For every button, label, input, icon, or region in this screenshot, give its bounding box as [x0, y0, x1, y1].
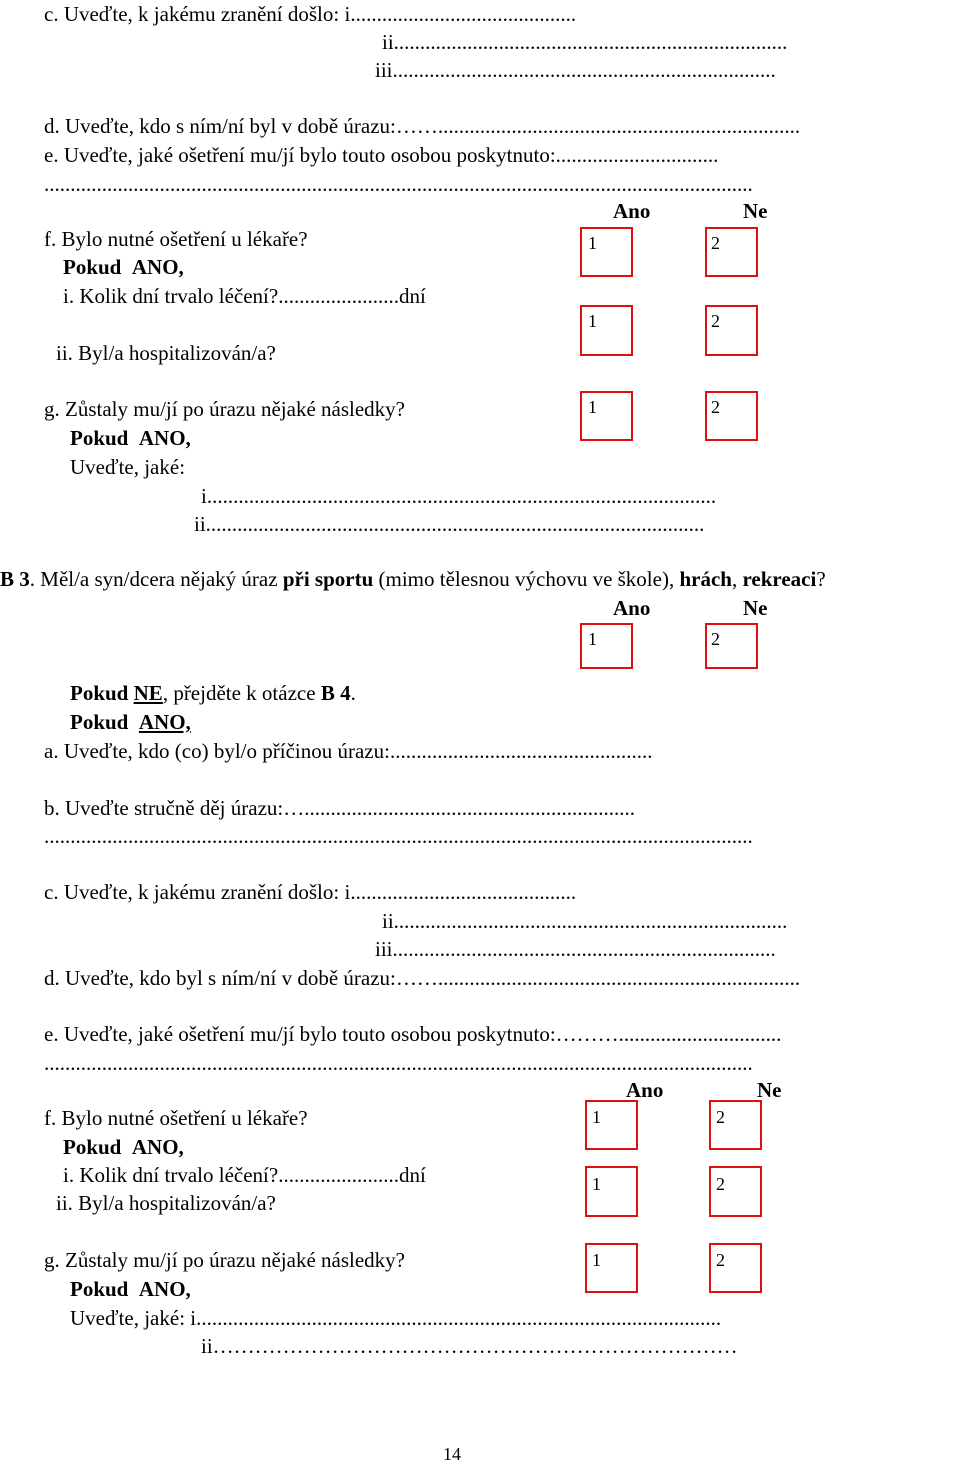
checkbox-b3-g-ano[interactable]: [585, 1243, 638, 1293]
uvedte-jake: Uveďte, jaké:: [70, 455, 186, 479]
question-c-iii: iii.........................................................................: [375, 58, 776, 82]
pokud-word: Pokud: [63, 255, 122, 279]
pokud-ano-label: [63, 1135, 184, 1159]
question-text: ?: [816, 567, 826, 591]
ano-word: ANO,: [138, 1277, 191, 1301]
question-text: ,: [731, 567, 743, 591]
question-b3-f-i: i. Kolik dní trvalo léčení?.......................dní: [63, 1163, 426, 1187]
option-2-label: 2: [716, 1174, 725, 1194]
question-g: g. Zůstaly mu/jí po úrazu nějaké následky?: [44, 397, 405, 421]
question-b3-b-continuation: .......................................................................................................................................: [44, 824, 753, 848]
pokud-ano-label: [63, 255, 184, 279]
checkbox-b3-f-ii-ano[interactable]: [585, 1166, 638, 1217]
question-b3-e-continuation: .......................................................................................................................................: [44, 1051, 753, 1075]
answer-line-i: i.................................................................................................: [201, 484, 717, 508]
option-2-label: 2: [716, 1107, 725, 1127]
page-number: 14: [443, 1444, 461, 1464]
pokud-word: Pokud: [70, 681, 129, 705]
question-text: (mimo tělesnou výchovu ve škole),: [373, 567, 680, 591]
question-ref: B 4: [320, 681, 351, 705]
checkbox-b3-ne[interactable]: [705, 623, 758, 669]
pokud-word: Pokud: [63, 1135, 122, 1159]
checkbox-f-ne[interactable]: [705, 227, 758, 277]
answer-header-ano: Ano: [613, 596, 651, 620]
checkbox-b3-f-ano[interactable]: [585, 1100, 638, 1150]
option-1-label: 1: [592, 1174, 601, 1194]
checkbox-f-ano[interactable]: [580, 227, 633, 277]
pokud-ano-label: [70, 426, 191, 450]
answer-header-ne: Ne: [743, 199, 768, 223]
question-b3-c-iii: iii.........................................................................: [375, 937, 776, 961]
option-1-label: 1: [588, 397, 597, 417]
instruction-text: .: [350, 681, 356, 705]
checkbox-b3-f-ii-ne[interactable]: [709, 1166, 762, 1217]
question-c: c. Uveďte, k jakému zranění došlo: i...........................................: [44, 2, 577, 26]
ano-word: ANO,: [138, 710, 191, 734]
question-b3-c: c. Uveďte, k jakému zranění došlo: i...........................................: [44, 880, 577, 904]
instruction-text: , přejděte k otázce: [162, 681, 316, 705]
option-2-label: 2: [711, 397, 720, 417]
option-2-label: 2: [711, 233, 720, 253]
option-2-label: 2: [716, 1250, 725, 1270]
checkbox-g-ano[interactable]: [580, 391, 633, 441]
question-b3-g-jake: Uveďte, jaké: i....................................................................................................: [70, 1306, 722, 1330]
emphasis-rekreace: rekreaci: [742, 567, 817, 591]
question-b3-b: b. Uveďte stručně děj úrazu:…...............................................................: [44, 796, 635, 820]
question-b3-g: g. Zůstaly mu/jí po úrazu nějaké následky?: [44, 1248, 405, 1272]
answer-header-ano: Ano: [613, 199, 651, 223]
question-b3-f-ii: ii. Byl/a hospitalizován/a?: [56, 1191, 276, 1215]
checkbox-b3-g-ne[interactable]: [709, 1243, 762, 1293]
pokud-word: Pokud: [70, 1277, 129, 1301]
pokud-ano-label: [70, 1277, 191, 1301]
option-2-label: 2: [711, 311, 720, 331]
checkbox-g-ne[interactable]: [705, 391, 758, 441]
option-1-label: 1: [588, 311, 597, 331]
question-d: d. Uveďte, kdo s ním/ní byl v době úrazu:…….....................................................................: [44, 114, 801, 138]
question-b3: [0, 567, 826, 591]
question-e: e. Uveďte, jaké ošetření mu/jí bylo touto osobou poskytnuto:...............................: [44, 143, 719, 167]
ano-word: ANO,: [131, 1135, 184, 1159]
question-b3-a: a. Uveďte, kdo (co) byl/o příčinou úrazu:..................................................: [44, 739, 653, 763]
question-f-ii: ii. Byl/a hospitalizován/a?: [56, 341, 276, 365]
pokud-word: Pokud: [70, 426, 129, 450]
pokud-ne-instruction: [70, 681, 356, 705]
pokud-word: Pokud: [70, 710, 129, 734]
checkbox-f-ii-ano[interactable]: [580, 305, 633, 356]
option-1-label: 1: [588, 629, 597, 649]
answer-header-ne: Ne: [743, 596, 768, 620]
emphasis-sport: při sportu: [282, 567, 374, 591]
answer-line-ii: ii...............................................................................................: [194, 512, 705, 536]
question-f: f. Bylo nutné ošetření u lékaře?: [44, 227, 308, 251]
checkbox-b3-ano[interactable]: [580, 623, 633, 669]
question-b3-d: d. Uveďte, kdo byl s ním/ní v době úrazu:…….....................................................................: [44, 966, 801, 990]
question-b3-c-ii: ii...........................................................................: [382, 909, 788, 933]
option-1-label: 1: [592, 1250, 601, 1270]
checkbox-f-ii-ne[interactable]: [705, 305, 758, 356]
answer-header-ano: Ano: [626, 1078, 664, 1102]
option-1-label: 1: [588, 233, 597, 253]
question-number: B 3: [0, 567, 30, 591]
option-2-label: 2: [711, 629, 720, 649]
answer-line-ii: ii…………………………………………………………………: [201, 1334, 738, 1358]
emphasis-hry: hrách: [679, 567, 732, 591]
question-b3-f: f. Bylo nutné ošetření u lékaře?: [44, 1106, 308, 1130]
ano-word: ANO,: [138, 426, 191, 450]
option-1-label: 1: [592, 1107, 601, 1127]
ne-word: NE: [133, 681, 163, 705]
question-b3-e: e. Uveďte, jaké ošetření mu/jí bylo touto osobou poskytnuto:………...............................: [44, 1022, 782, 1046]
answer-header-ne: Ne: [757, 1078, 782, 1102]
pokud-ano-label: [70, 710, 191, 734]
question-c-ii: ii...........................................................................: [382, 30, 788, 54]
ano-word: ANO,: [131, 255, 184, 279]
checkbox-b3-f-ne[interactable]: [709, 1100, 762, 1150]
question-text: . Měl/a syn/dcera nějaký úraz: [29, 567, 283, 591]
question-f-i: i. Kolik dní trvalo léčení?.......................dní: [63, 284, 426, 308]
question-e-continuation: .......................................................................................................................................: [44, 172, 753, 196]
